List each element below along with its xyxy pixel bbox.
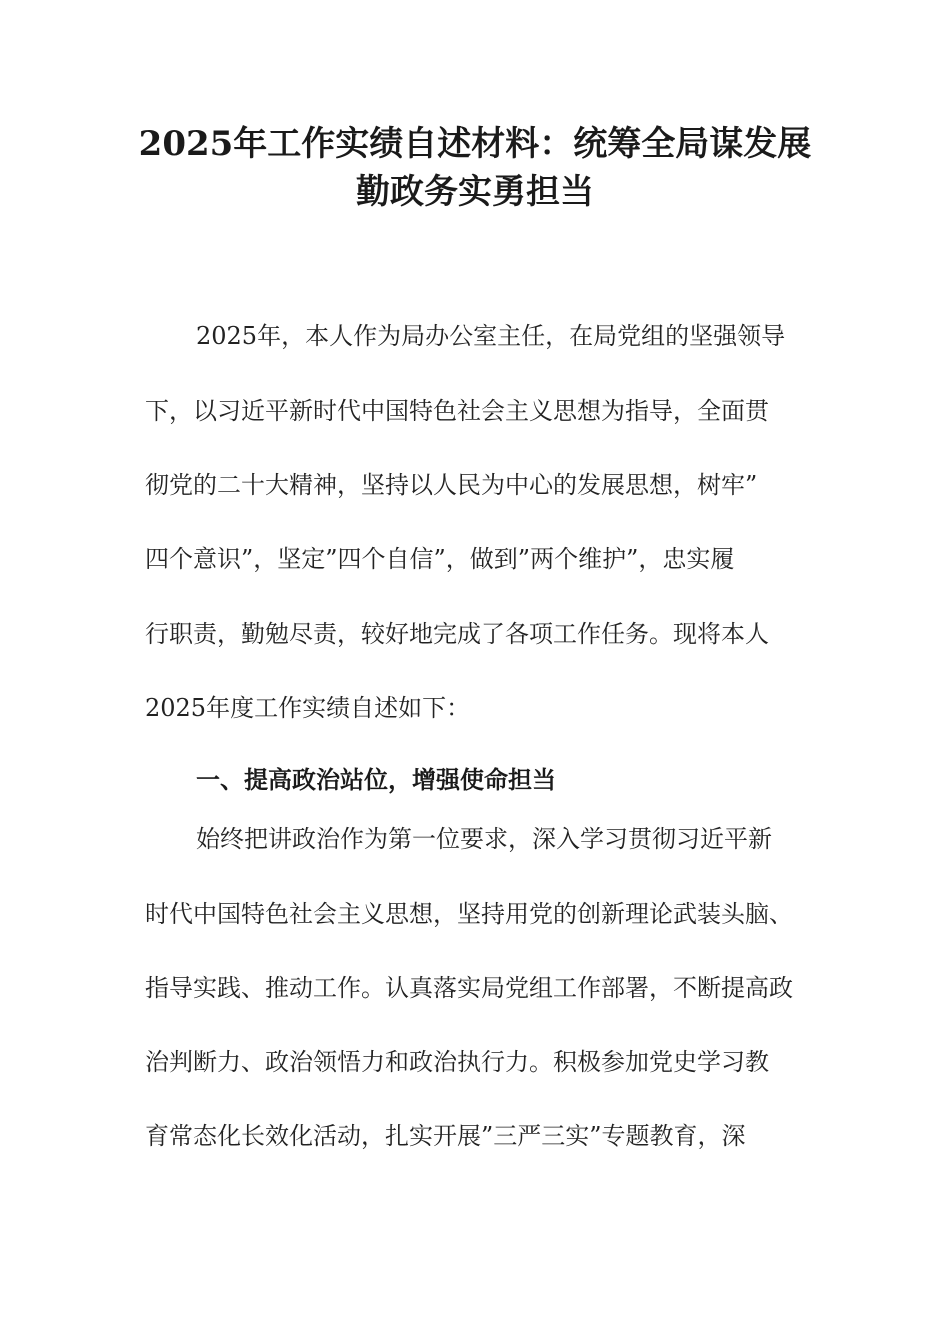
paragraph-2-line-4: 治判断力、政治领悟力和政治执行力。积极参加党史学习教 — [145, 1048, 769, 1076]
document-title-line-2: 勤政务实勇担当 — [356, 172, 594, 212]
paragraph-1-line-2: 下，以习近平新时代中国特色社会主义思想为指导，全面贯 — [145, 397, 769, 425]
paragraph-2-line-3: 指导实践、推动工作。认真落实局党组工作部署，不断提高政 — [145, 974, 793, 1002]
paragraph-1-line-3: 彻党的二十大精神，坚持以人民为中心的发展思想，树牢” — [145, 471, 758, 499]
paragraph-1-line-1: 2025年，本人作为局办公室主任，在局党组的坚强领导 — [196, 322, 786, 350]
paragraph-2-line-1: 始终把讲政治作为第一位要求，深入学习贯彻习近平新 — [196, 825, 772, 853]
paragraph-1-line-5: 行职责，勤勉尽责，较好地完成了各项工作任务。现将本人 — [145, 620, 769, 648]
paragraph-2-line-5: 育常态化长效化活动，扎实开展”三严三实”专题教育，深 — [145, 1122, 746, 1150]
paragraph-2-line-2: 时代中国特色社会主义思想，坚持用党的创新理论武装头脑、 — [145, 900, 793, 928]
paragraph-1-line-6: 2025年度工作实绩自述如下： — [145, 694, 471, 722]
document-title-line-1: 2025年工作实绩自述材料：统筹全局谋发展 — [138, 124, 812, 164]
paragraph-1-line-4: 四个意识”，坚定”四个自信”，做到”两个维护”，忠实履 — [145, 545, 735, 573]
section-1-heading: 一、提高政治站位，增强使命担当 — [196, 765, 556, 794]
